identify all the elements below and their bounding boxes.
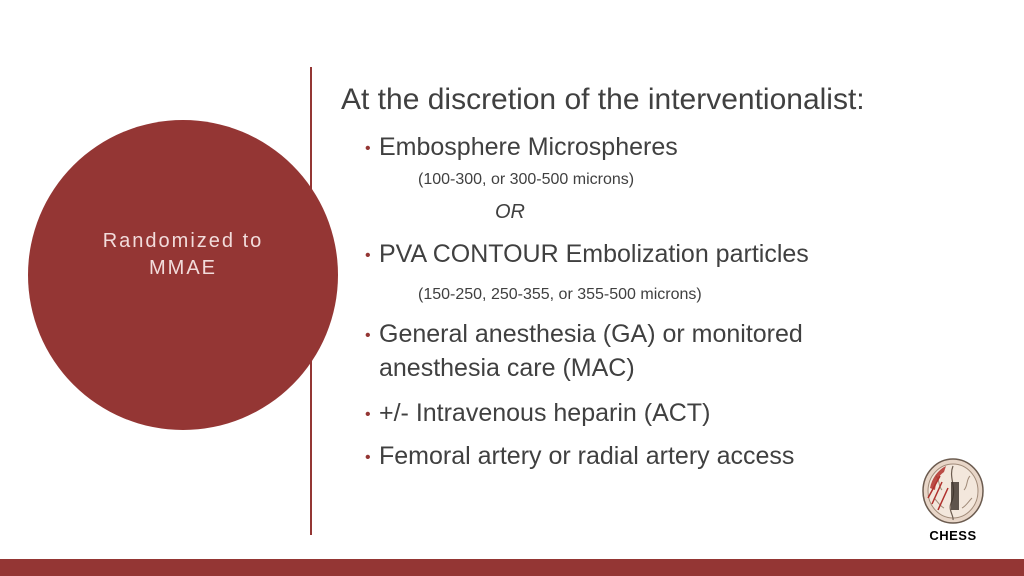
bullet-text-continued: anesthesia care (MAC) [379, 354, 635, 382]
bullet-dot: • [365, 140, 371, 157]
bullet-dot: • [365, 406, 371, 423]
or-separator: OR [495, 201, 525, 223]
bullet-text: Embosphere Microspheres [379, 133, 678, 161]
decorative-circle [28, 120, 338, 430]
bullet-dot: • [365, 449, 371, 466]
bullet-item-embosphere [365, 130, 678, 164]
bullet-text: General anesthesia (GA) or monitored [379, 320, 803, 348]
slide-content [341, 80, 981, 120]
bottom-accent-bar [0, 559, 1024, 576]
bullet-text: PVA CONTOUR Embolization particles [379, 240, 809, 268]
chess-logo [918, 458, 988, 546]
bullet-text: +/- Intravenous heparin (ACT) [379, 399, 711, 427]
bullet-item-heparin [365, 396, 710, 430]
embosphere-size-note: (100-300, or 300-500 microns) [418, 171, 635, 188]
bullet-dot: • [365, 327, 371, 344]
slide-heading: At the discretion of the interventionalist: [341, 83, 865, 116]
logo-text: CHESS [929, 528, 977, 543]
brain-icon [918, 458, 988, 528]
bullet-item-anesthesia [365, 317, 803, 385]
vertical-divider [310, 67, 312, 535]
bullet-dot: • [365, 247, 371, 264]
bullet-text: Femoral artery or radial artery access [379, 442, 795, 470]
pva-size-note: (150-250, 250-355, or 355-500 microns) [418, 286, 702, 303]
bullet-item-pva [365, 237, 809, 271]
circle-label: Randomized to MMAE [102, 230, 264, 279]
bullet-item-access [365, 439, 794, 473]
